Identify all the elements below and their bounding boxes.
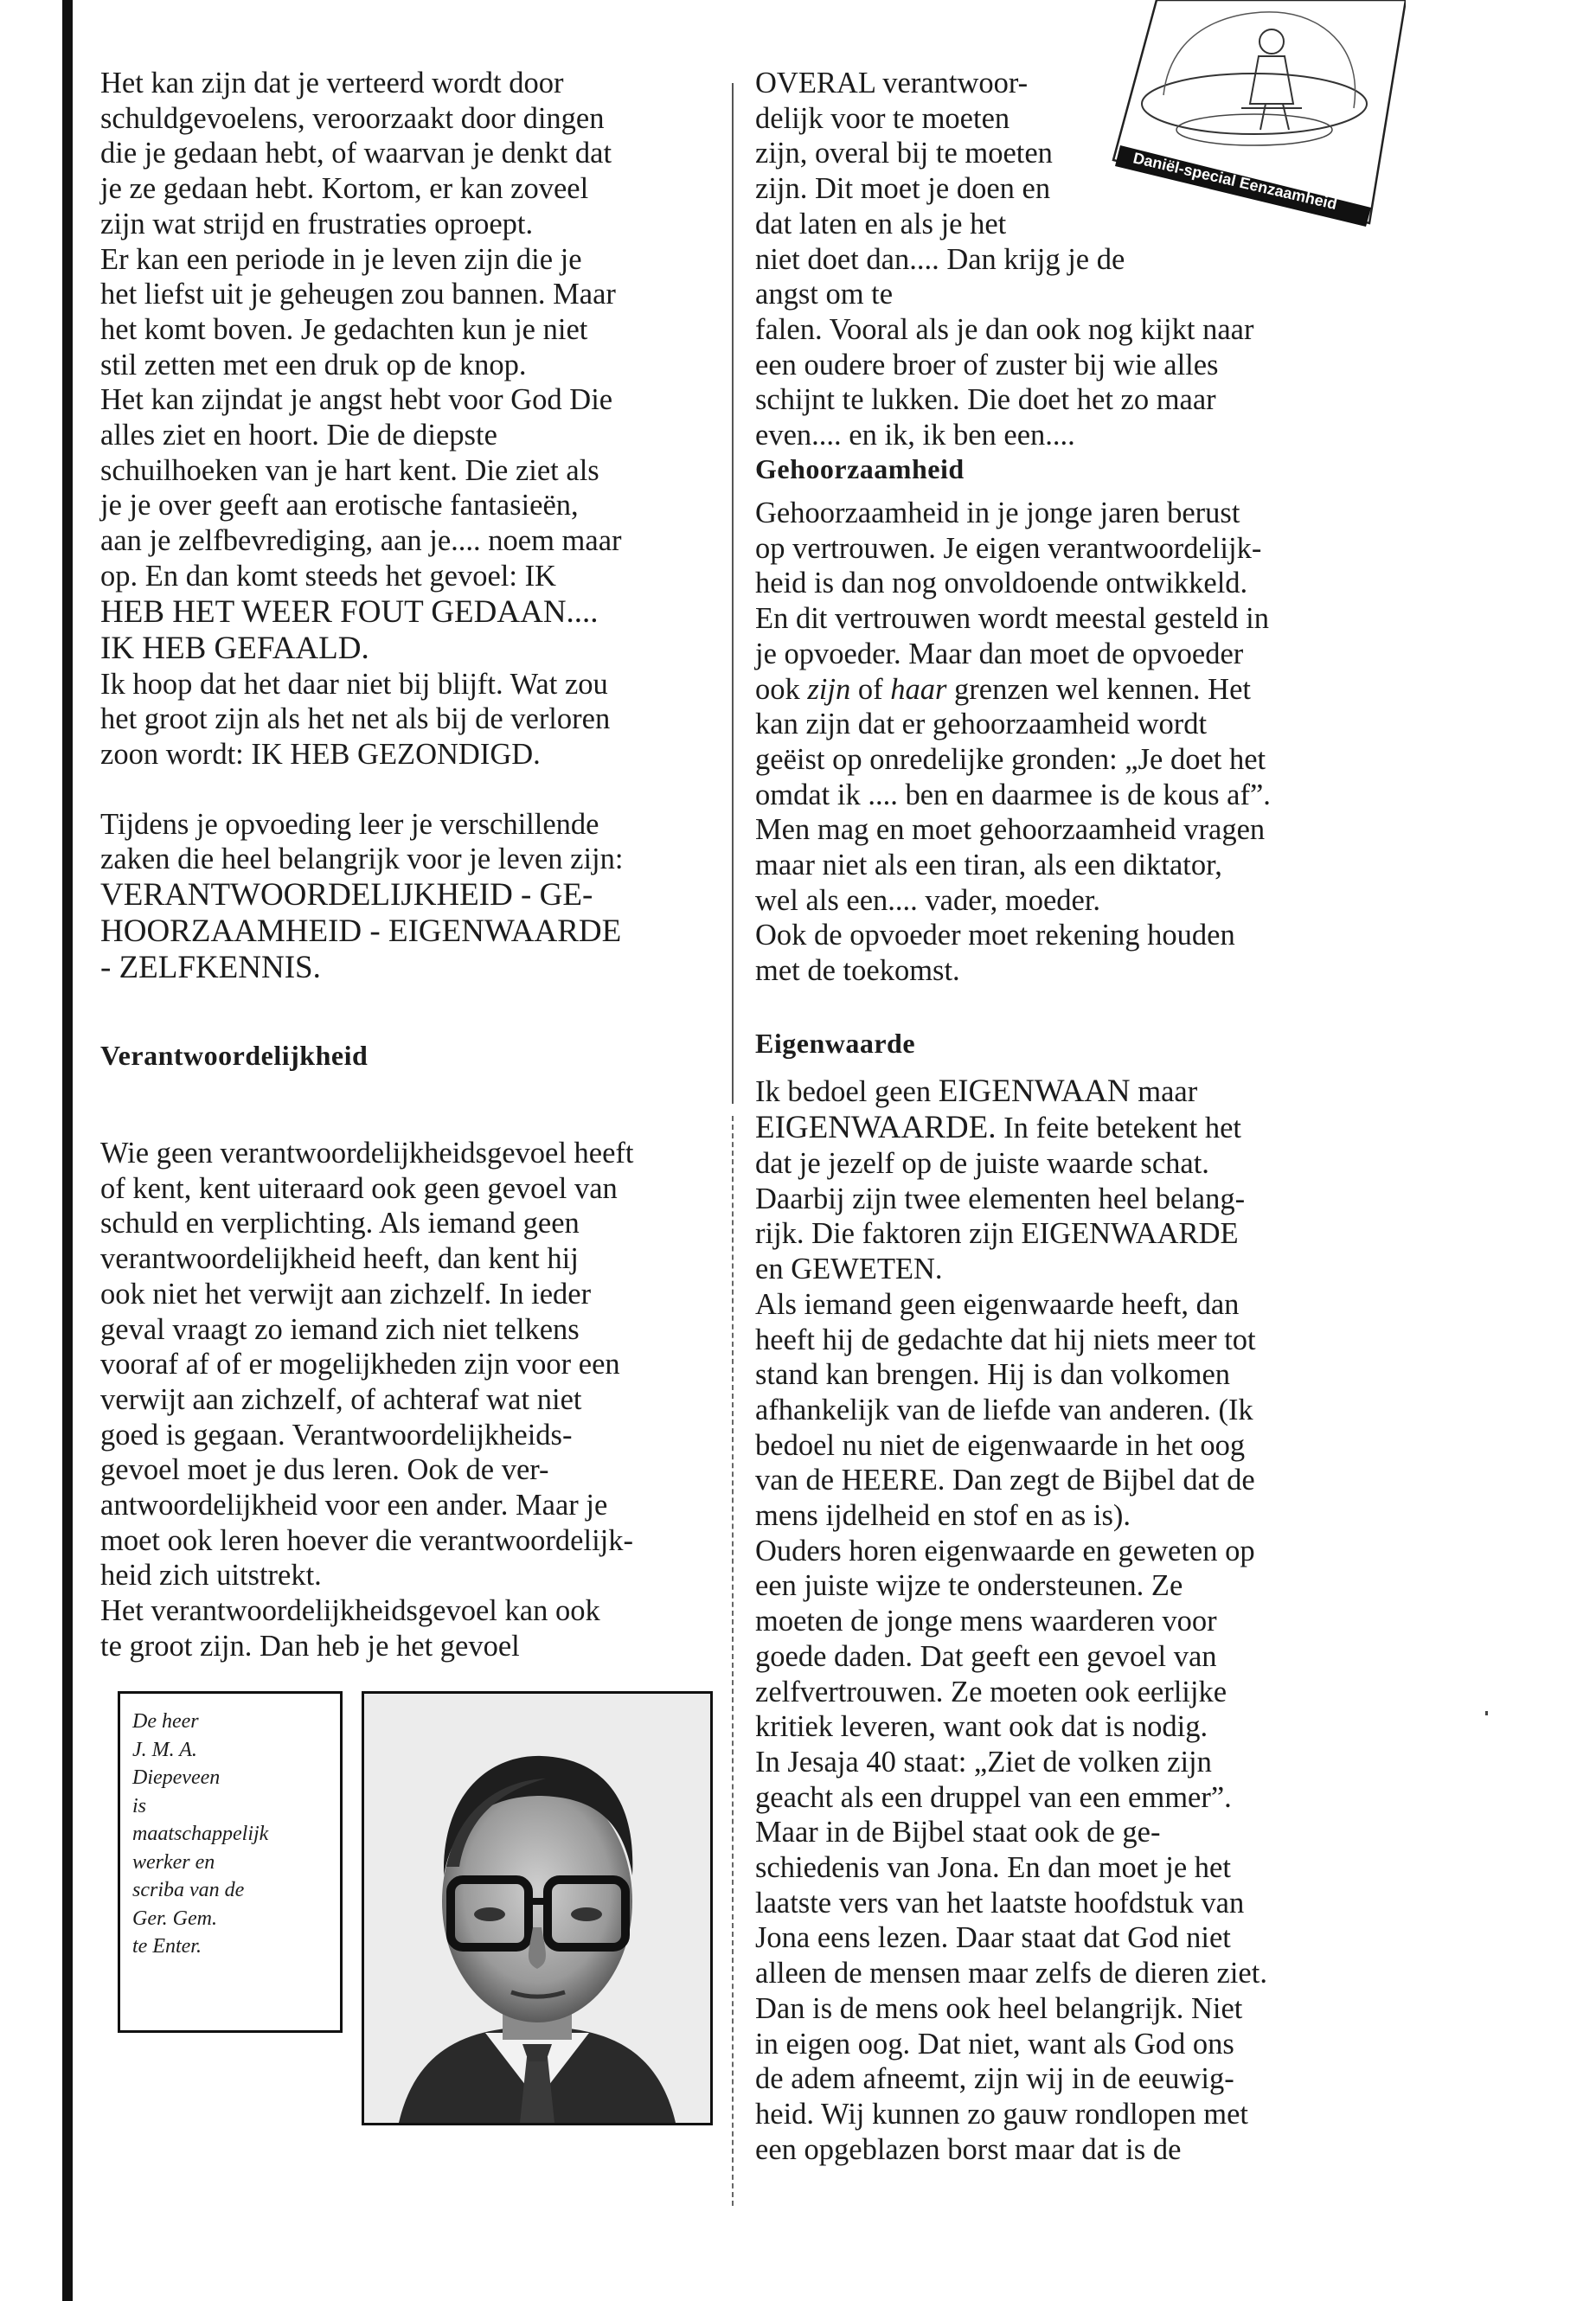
scan-speck <box>1485 1711 1488 1715</box>
paragraph-caps-list: VERANTWOORDELIJKHEID - GE- HOORZAAMHEID - EIGENWAARDE - ZELFKENNIS. <box>100 877 622 986</box>
paragraph-opvoeding: Tijdens je opvoeding leer je verschillende zaken die heel belangrijk voor je leven zijn: <box>100 807 624 876</box>
left-column-bottom <box>100 1136 715 1664</box>
gehoor-italic-haar: haar <box>890 672 947 706</box>
eigen-caps-eigenwaan: EIGENWAAN <box>938 1074 1131 1109</box>
heading-eigenwaarde: Eigenwaarde <box>755 1028 916 1059</box>
paragraph-verloren-zoon: Ik hoop dat het daar niet bij blijft. Wat zou het groot zijn als het net als bij de verloren zoon wordt: IK HEB GEZONDIGD. <box>100 667 611 771</box>
logo-wrap-space <box>1153 66 1413 282</box>
column-rule <box>732 83 734 1104</box>
right-column-middle <box>755 496 1413 989</box>
page-edge-bar <box>62 0 73 2301</box>
photo-caption: De heer J. M. A. Diepeveen is maatschappelijk werker en scriba van de Ger. Gem. te Enter. <box>132 1710 269 1958</box>
heading-gehoorzaamheid: Gehoorzaamheid <box>755 453 965 484</box>
gehoor-text-b: grenzen wel kennen. Het kan zijn dat er gehoorzaamheid wordt geëist op onredelijke gronden: „Je doet het omdat ik .... ben en daarmee is de kous af”. Men mag en moet gehoorzaamheid vragen maar niet als een tiran, als een diktator, wel als een.... vader, moeder. Ook de opvoeder moet rekening houden met de toekomst. <box>755 672 1271 988</box>
column-rule-lower <box>732 1116 734 2206</box>
paragraph-overal: OVERAL verantwoor- delijk voor te moeten zijn, overal bij te moeten zijn. Dit moet je doen en dat laten en als je het <box>755 67 1053 240</box>
paragraph-gehoorzaamheid <box>755 496 1413 989</box>
right-column-top <box>755 66 1413 453</box>
right-column-bottom <box>755 1074 1413 2167</box>
gehoor-italic-zijn: zijn <box>807 672 851 706</box>
paragraph-eigenwaarde <box>755 1074 1413 2167</box>
paragraph-caps-gefaald: HEB HET WEER FOUT GEDAAN.... IK HEB GEFAALD. <box>100 593 599 666</box>
eigen-text-c: In feite betekent het dat je jezelf op de juiste waarde schat. Daarbij zijn twee elementen heel belang- rijk. Die faktoren zijn EIGENWAARDE en GEWETEN. Als iemand geen eigenwaarde heeft, dan heeft hij de gedachte dat hij niets meer tot stand kan brengen. Hij is dan volkomen afhankelijk van de liefde van anderen. (Ik bedoel nu niet de eigenwaarde in het oog van de HEERE. Dan zegt de Bijbel dat de mens ijdelheid en stof en as is). Ouders horen eigenwaarde en geweten op een juiste wijze te ondersteunen. Ze moeten de jonge mens waarderen voor goede daden. Dat geeft een gevoel van zelfvertrouwen. Ze moeten ook eerlijke kritiek leveren, want ook dat is nodig. In Jesaja 40 staat: „Ziet de volken zijn geacht als een druppel van een emmer”. Maar in de Bijbel staat ook de ge- schiedenis van Jona. En dan moet je het laatste vers van het laatste hoofdstuk van Jona eens lezen. Daar staat dat God niet alleen de mensen maar zelfs de dieren ziet. Dan is de mens ook heel belangrijk. Niet in eigen oog. Dat niet, want als God ons de adem afneemt, zijn wij in de eeuwig- heid. Wij kunnen zo gauw rondlopen met een opgeblazen borst maar dat is de <box>755 1112 1267 2166</box>
gehoor-text-a: Gehoorzaamheid in je jonge jaren berust op vertrouwen. Je eigen verantwoordelijk- heid is dan nog onvoldoende ontwikkeld. En dit vertrouwen wordt meestal gesteld in je opvoeder. Maar dan moet de opvoeder ook <box>755 497 1270 706</box>
eigen-text-a: Ik bedoel geen <box>755 1075 932 1108</box>
eigen-text-b: maar <box>1138 1075 1198 1108</box>
paragraph-falen: niet doet dan.... Dan krijg je de angst om te falen. Vooral als je dan ook nog kijkt naar een oudere broer of zuster bij wie alles schijnt te lukken. Die doet het zo maar even.... en ik, ik ben een.... <box>755 242 1254 452</box>
gehoor-text-of: of <box>857 672 883 706</box>
caption-box <box>118 1691 343 2033</box>
left-column-top <box>100 66 715 986</box>
heading-verantwoordelijkheid: Verantwoordelijkheid <box>100 1040 369 1071</box>
author-portrait-photo <box>362 1691 713 2125</box>
eigen-caps-eigenwaarde: EIGENWAARDE. <box>755 1110 997 1145</box>
logo-text: Daniël-special Eenzaamheid <box>1131 149 1339 214</box>
paragraph-schuldgevoelens: Het kan zijn dat je verteerd wordt door schuldgevoelens, veroorzaakt door dingen die je gedaan hebt, of waarvan je denkt dat je ze gedaan hebt. Kortom, er kan zoveel zijn wat strijd en frustraties oproept. Er kan een periode in je leven zijn die je het liefst uit je geheugen zou bannen. Maar het komt boven. Je gedachten kun je niet stil zetten met een druk op de knop. Het kan zijndat je angst hebt voor God Die alles ziet en hoort. Die de diepste schuilhoeken van je hart kent. Die ziet als je je over geeft aan erotische fantasieën, aan je zelfbevrediging, aan je.... noem maar op. En dan komt steeds het gevoel: IK <box>100 67 622 593</box>
paragraph-verantwoordelijkheid: Wie geen verantwoordelijkheidsgevoel heeft of kent, kent uiteraard ook geen gevoel van schuld en verplichting. Als iemand geen verantwoordelijkheid heeft, dan kent hij ook niet het verwijt aan zichzelf. In ieder geval vraagt zo iemand zich niet telkens vooraf af of er mogelijkheden zijn voor een verwijt aan zichzelf, of achteraf wat niet goed is gegaan. Verantwoordelijkheids- gevoel moet je dus leren. Ook de ver- antwoordelijkheid voor een ander. Maar je moet ook leren hoever die verantwoordelijk- heid zich uitstrekt. Het verantwoordelijkheidsgevoel kan ook te groot zijn. Dan heb je het gevoel <box>100 1137 634 1663</box>
